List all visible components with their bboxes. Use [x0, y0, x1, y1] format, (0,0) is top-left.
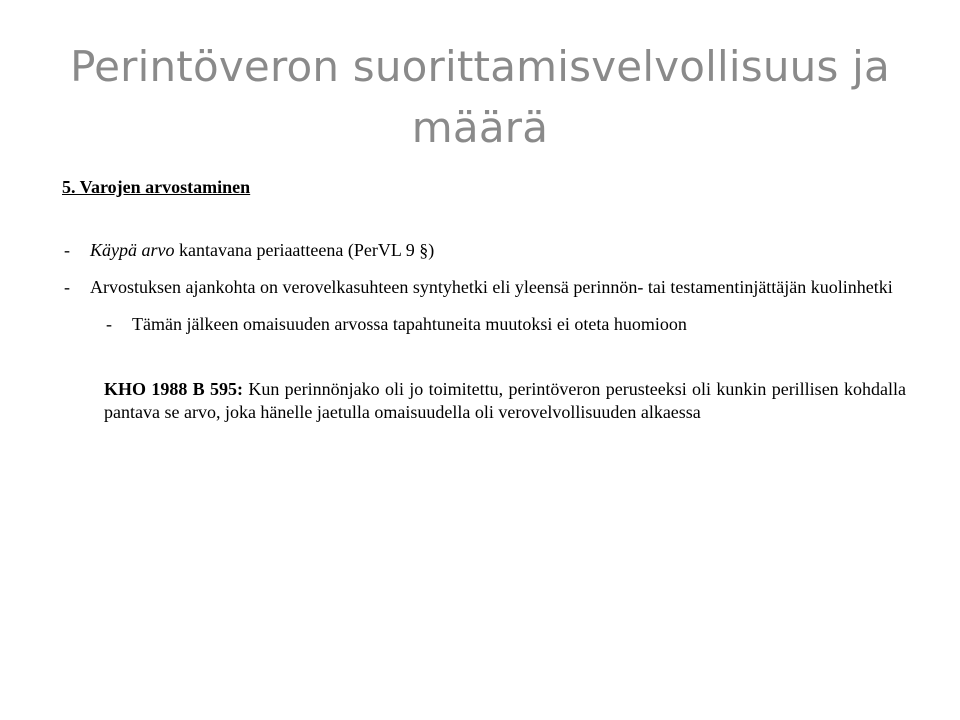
case-law-paragraph: [104, 378, 906, 424]
section-heading: 5. Varojen arvostaminen: [62, 177, 251, 197]
case-law-text: Kun perinnönjako oli jo toimitettu, perintöveron perusteeksi oli kunkin perillisen kohdalla pantava se arvo, joka hänelle jaetulla omaisuudella oli verovelvollisuuden alkaessa: [104, 379, 906, 422]
bullet-text-rest: kantavana periaatteena (PerVL 9 §): [174, 240, 435, 260]
bullet-item: [62, 276, 906, 299]
sub-bullet-text: Tämän jälkeen omaisuuden arvossa tapahtuneita muutoksi ei oteta huomioon: [132, 314, 687, 334]
slide-title: Perintöveron suorittamisvelvollisuus ja määrä: [70, 42, 890, 152]
bullet-item: [62, 239, 906, 262]
case-law-reference: KHO 1988 B 595:: [104, 379, 243, 399]
bullet-text: Arvostuksen ajankohta on verovelkasuhteen syntyhetki eli yleensä perinnön- tai testamentinjättäjän kuolinhetki: [90, 277, 893, 297]
bullet-italic-lead: Käypä arvo: [90, 240, 175, 260]
bullet-dash: -: [64, 277, 70, 297]
bullet-text: [90, 239, 906, 262]
sub-bullet-item: [104, 313, 906, 336]
sub-bullet-dash: -: [106, 314, 112, 334]
slide-content: [62, 176, 906, 424]
bullet-dash: -: [64, 240, 70, 260]
